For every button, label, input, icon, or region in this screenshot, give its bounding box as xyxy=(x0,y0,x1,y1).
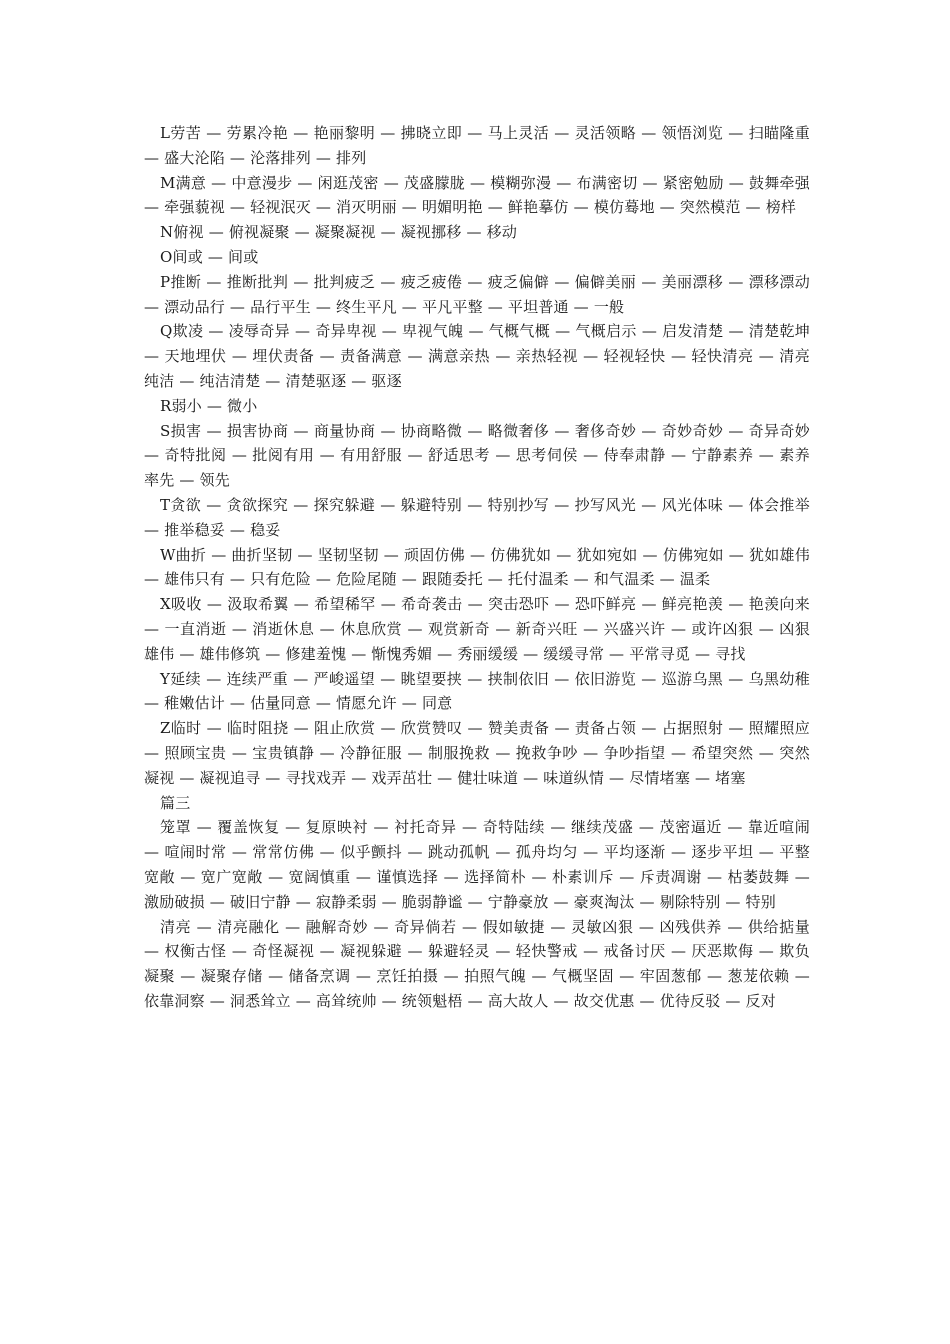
synonym-paragraph-y: Y延续 — 连续严重 — 严峻遥望 — 眺望要挟 — 挟制依旧 — 依旧游览 — 巡游乌黑 — 乌黑幼稚 — 稚嫩估计 — 估量同意 — 情愿允许 — 同意 xyxy=(144,669,810,713)
section-heading: 篇三 xyxy=(160,793,191,812)
synonym-paragraph-m: M满意 — 中意漫步 — 闲逛茂密 — 茂盛朦胧 — 模糊弥漫 — 布满密切 — 紧密勉励 — 鼓舞牵强 — 牵强藐视 — 轻视泯灭 — 消灭明丽 — 明媚明艳 — 鲜艳摹仿 — 模仿蓦地 — 突然模范 — 榜样 xyxy=(144,173,810,217)
synonym-paragraph-z: Z临时 — 临时阻挠 — 阻止欣赏 — 欣赏赞叹 — 赞美责备 — 责备占领 — 占据照射 — 照耀照应 — 照顾宝贵 — 宝贵镇静 — 冷静征服 — 制服挽救 — 挽救争吵 — 争吵指望 — 希望突然 — 突然凝视 — 凝视追寻 — 寻找戏弄 — 戏弄茁壮 — 健壮味道 — 味道纵情 — 尽情堵塞 — 堵塞 xyxy=(144,719,810,787)
synonym-paragraph-part3-1: 笼罩 — 覆盖恢复 — 复原映衬 — 衬托奇异 — 奇特陆续 — 继续茂盛 — 茂密逼近 — 靠近喧闹 — 喧闹时常 — 常常仿佛 — 似乎颤抖 — 跳动孤帆 — 孤舟均匀 — 平均逐渐 — 逐步平坦 — 平整宽敞 — 宽广宽敞 — 宽阔慎重 — 谨慎选择 — 选择简朴 — 朴素训斥 — 斥责凋谢 — 枯萎鼓舞 — 激励破损 — 破旧宁静 — 寂静柔弱 — 脆弱静谧 — 宁静豪放 — 豪爽淘汰 — 剔除特别 — 特别 xyxy=(144,818,810,911)
synonym-paragraph-r: R弱小 — 微小 xyxy=(160,396,258,415)
synonym-paragraph-s: S损害 — 损害协商 — 商量协商 — 协商略微 — 略微奢侈 — 奢侈奇妙 — 奇妙奇妙 — 奇异奇妙 — 奇特批阅 — 批阅有用 — 有用舒服 — 舒适思考 — 思考伺侯 — 侍奉肃静 — 宁静素养 — 素养率先 — 领先 xyxy=(144,421,810,490)
synonym-paragraph-q: Q欺凌 — 凌辱奇异 — 奇异卑视 — 卑视气魄 — 气概气概 — 气概启示 — 启发清楚 — 清楚乾坤 — 天地埋伏 — 埋伏责备 — 责备满意 — 满意亲热 — 亲热轻视 — 轻视轻快 — 轻快清亮 — 清亮纯洁 — 纯洁清楚 — 清楚驱逐 — 驱逐 xyxy=(144,322,810,390)
synonym-paragraph-part3-2: 清亮 — 清亮融化 — 融解奇妙 — 奇异倘若 — 假如敏捷 — 灵敏凶狠 — 凶残供养 — 供给掂量 — 权衡古怪 — 奇怪凝视 — 凝视躲避 — 躲避轻灵 — 轻快警戒 — 戒备讨厌 — 厌恶欺侮 — 欺负凝聚 — 凝聚存储 — 储备烹调 — 烹饪拍摄 — 拍照气魄 — 气概坚固 — 牢固葱郁 — 葱茏依赖 — 依靠洞察 — 洞悉耸立 — 高耸统帅 — 统领魁梧 — 高大故人 — 故交优惠 — 优待反驳 — 反对 xyxy=(144,917,810,1010)
synonym-paragraph-o: O间或 — 间或 xyxy=(160,247,259,266)
synonym-paragraph-w: W曲折 — 曲折坚韧 — 坚韧坚韧 — 顽固仿佛 — 仿佛犹如 — 犹如宛如 — 仿佛宛如 — 犹如雄伟 — 雄伟只有 — 只有危险 — 危险尾随 — 跟随委托 — 托付温柔 — 和气温柔 — 温柔 xyxy=(144,545,810,589)
synonym-paragraph-x: X吸收 — 汲取希翼 — 希望稀罕 — 希奇袭击 — 突击恐吓 — 恐吓鲜亮 — 鲜亮艳羡 — 艳羡向来 — 一直消逝 — 消逝休息 — 休息欣赏 — 观赏新奇 — 新奇兴旺 — 兴盛兴许 — 或许凶狠 — 凶狠雄伟 — 雄伟修筑 — 修建羞愧 — 惭愧秀媚 — 秀丽缓缓 — 缓缓寻常 — 平常寻觅 — 寻找 xyxy=(144,595,810,663)
synonym-paragraph-l: L劳苦 — 劳累冷艳 — 艳丽黎明 — 拂晓立即 — 马上灵活 — 灵活领略 — 领悟浏览 — 扫瞄隆重 — 盛大沦陷 — 沦落排列 — 排列 xyxy=(144,124,810,167)
synonym-paragraph-n: N俯视 — 俯视凝聚 — 凝聚凝视 — 凝视挪移 — 移动 xyxy=(160,223,518,242)
synonym-paragraph-t: T贪欲 — 贪欲探究 — 探究躲避 — 躲避特别 — 特别抄写 — 抄写风光 — 风光体味 — 体会推举 — 推举稳妥 — 稳妥 xyxy=(144,495,810,539)
synonym-paragraph-p: P推断 — 推断批判 — 批判疲乏 — 疲乏疲倦 — 疲乏偏僻 — 偏僻美丽 — 美丽漂移 — 漂移漂动 — 漂动品行 — 品行平生 — 终生平凡 — 平凡平整 — 平坦普通 — 一般 xyxy=(144,272,810,316)
document-body xyxy=(144,121,810,1014)
